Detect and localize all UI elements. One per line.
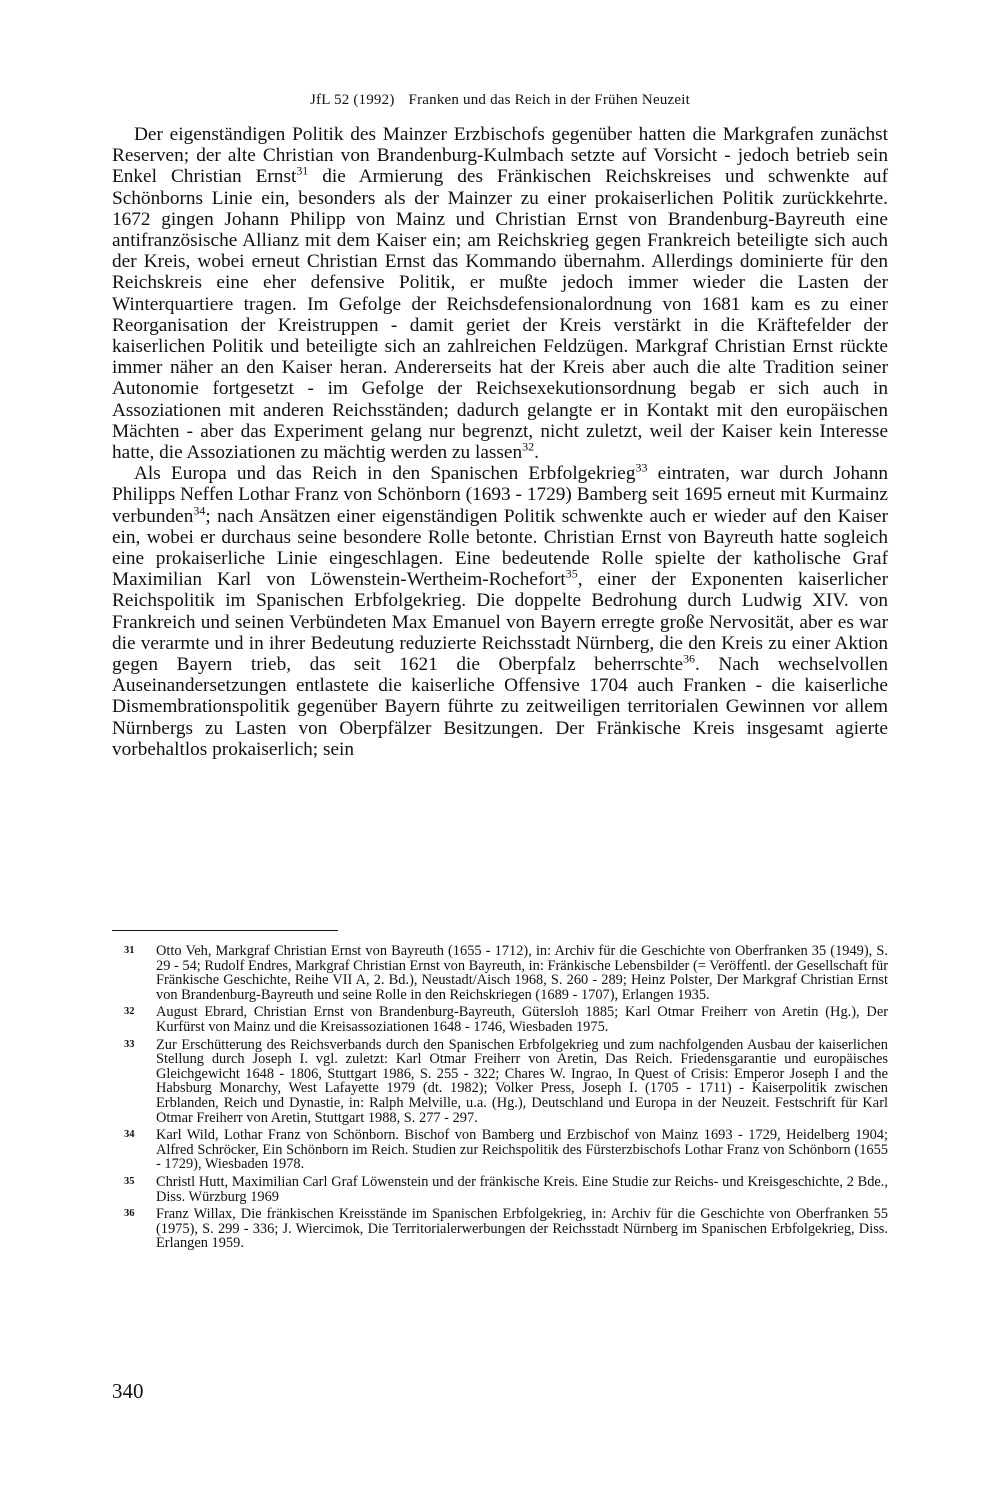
footnote-number: 35	[124, 1175, 135, 1187]
body-text	[112, 124, 888, 760]
footnote-text: Franz Willax, Die fränkischen Kreisstände im Spanischen Erbfolgekrieg, in: Archiv für die Geschichte von Oberfranken 55 (1975), S. 299 - 336; J. Wiercimok, Die Territorialerwerbungen der Reichsstadt Nürnberg im Spanischen Erbfolgekrieg, Diss. Erlangen 1959.	[156, 1206, 888, 1252]
page-number: 340	[112, 1379, 144, 1403]
footnote	[112, 1005, 888, 1034]
footnotes	[112, 944, 888, 1254]
footnote-number: 33	[124, 1038, 135, 1050]
footnote	[112, 1128, 888, 1172]
footnote-text: Christl Hutt, Maximilian Carl Graf Löwenstein und der fränkische Kreis. Eine Studie zur Reichs- und Kreisgeschichte, 2 Bde., Diss. Würzburg 1969	[156, 1173, 888, 1205]
footnote-text: Otto Veh, Markgraf Christian Ernst von Bayreuth (1655 - 1712), in: Archiv für die Geschichte von Oberfranken 35 (1949), S. 29 - 54; Rudolf Endres, Markgraf Christian Ernst von Bayreuth, in: Fränkische Lebensbilder (= Veröffentl. der Gesellschaft für Fränkische Geschichte, Reihe VII A, 2. Bd.), Neustadt/Aisch 1968, S. 260 - 289; Heinz Polster, Der Markgraf Christian Ernst von Brandenburg-Bayreuth und seine Rolle in den Reichskriegen (1689 - 1707), Erlangen 1935.	[156, 943, 888, 1003]
header-title: Franken und das Reich in der Frühen Neuzeit	[408, 92, 690, 108]
footnote-ref: 34	[193, 503, 206, 518]
running-header	[0, 92, 1000, 109]
footnote-text: Zur Erschütterung des Reichsverbands durch den Spanischen Erbfolgekrieg und zum nachfolgenden Ausbau der kaiserlichen Stellung durch Joseph I. vgl. zuletzt: Karl Otmar Freiherr von Aretin, Das Reich. Friedensgarantie und europäisches Gleichgewicht 1648 - 1806, Stuttgart 1986, S. 255 - 322; Chares W. Ingrao, In Quest of Crisis: Emperor Joseph I and the Habsburg Monarchy, West Lafayette 1979 (dt. 1982); Volker Press, Joseph I. (1705 - 1711) - Kaiserpolitik zwischen Erblanden, Reich und Dynastie, in: Ralph Melville, u.a. (Hg.), Deutschland und Europa in der Neuzeit. Festschrift für Karl Otmar Freiherr von Aretin, Stuttgart 1988, S. 277 - 297.	[156, 1036, 888, 1126]
text-run: .	[534, 442, 539, 464]
footnote-ref: 31	[296, 164, 309, 178]
footnote-number: 32	[124, 1006, 135, 1018]
paragraph	[112, 460, 888, 760]
footnote	[112, 1207, 888, 1251]
footnote-text: August Ebrard, Christian Ernst von Brandenburg-Bayreuth, Gütersloh 1885; Karl Otmar Freiherr von Aretin (Hg.), Der Kurfürst von Mainz und die Kreisassoziationen 1648 - 1746, Wiesbaden 1975.	[156, 1004, 888, 1035]
paragraph	[112, 124, 888, 463]
text-run: eintraten, war durch Johann Philipps Neffen Lothar Franz von Schönborn (1693 - 1729) Bamberg seit 1695 erneut mit Kurmainz verbunden	[112, 463, 888, 527]
footnote	[112, 944, 888, 1002]
footnote-ref: 32	[522, 439, 535, 454]
footnote-divider	[112, 930, 338, 931]
text-run: ; nach Ansätzen einer eigenständigen Politik schwenkte auch er wieder auf den Kaiser ein, wobei er durchaus seine besondere Rolle betonte. Christian Ernst von Bayreuth hatte sogleich eine prokaiserliche Linie eingeschlagen. Eine bedeutende Rolle spielte der katholische Graf Maximilian Karl von Löwenstein-Wertheim-Rochefort	[112, 505, 888, 591]
text-run: die Armierung des Fränkischen Reichskreises und schwenkte auf Schönborns Linie ein, besonders als der Mainzer zu einer prokaiserlichen Politik zurückkehrte. 1672 gingen Johann Philipp von Mainz und Christian Ernst von Brandenburg-Bayreuth eine antifranzösische Allianz mit dem Kaiser ein; am Reichskrieg gegen Frankreich beteiligte sich auch der Kreis, wobei erneut Christian Ernst das Kommando übernahm. Allerdings dominierte für den Reichskreis eine eher defensive Politik, er mußte jedoch immer wieder die Lasten der Winterquartiere tragen. Im Gefolge der Reichsdefensionalordnung von 1681 kam es zu einer Reorganisation der Kreistruppen - damit geriet der Kreis verstärkt in die Kräftefelder der kaiserlichen Politik und beteiligte sich an zahlreichen Feldzügen. Markgraf Christian Ernst rückte immer näher an den Kaiser heran. Andererseits hat der Kreis aber auch die alte Tradition seiner Autonomie fortgesetzt - im Gefolge der Reichsexekutionsordnung begab er sich auch in Assoziationen mit anderen Reichsständen; dadurch gelangte er in Kontakt mit den europäischen Mächten - aber das Experiment gelang nur begrenzt, nicht zuletzt, weil der Kaiser kein Interesse hatte, die Assoziationen zu mächtig werden zu lassen	[112, 166, 888, 464]
footnote-number: 36	[124, 1208, 135, 1220]
footnote-number: 31	[124, 945, 135, 956]
footnote-ref: 33	[635, 460, 648, 475]
footnote	[112, 1038, 888, 1126]
footnote-ref: 36	[683, 651, 696, 666]
footnote	[112, 1175, 888, 1204]
header-journal: JfL 52 (1992)	[310, 92, 395, 108]
text-run: . Nach wechselvollen Auseinandersetzungen entlastete die kaiserliche Offensive 1704 auch Franken - die kaiserliche Dismembrationspolitik gegenüber Bayern führte zu zeitweiligen territorialen Gewinnen vor allem Nürnbergs zu Lasten von Oberpfälzer Besitzungen. Der Fränkische Kreis insgesamt agierte vorbehaltlos prokaiserlich; sein	[112, 654, 888, 760]
footnote-ref: 35	[565, 566, 578, 581]
text-run: , einer der Exponenten kaiserlicher Reichspolitik im Spanischen Erbfolgekrieg. Die doppelte Bedrohung durch Ludwig XIV. von Frankreich und seinen Verbündeten Max Emanuel von Bayern erregte große Nervosität, aber es war die verarmte und in ihrer Bedeutung reduzierte Reichsstadt Nürnberg, die den Kreis zu einer Aktion gegen Bayern trieb, das seit 1621 die Oberpfalz beherrschte	[112, 569, 888, 676]
text-run: Der eigenständigen Politik des Mainzer Erzbischofs gegenüber hatten die Markgrafen zunächst Reserven; der alte Christian von Brandenburg-Kulmbach setzte auf Vorsicht - jedoch betrieb sein Enkel Christian Ernst	[112, 124, 888, 188]
footnote-text: Karl Wild, Lothar Franz von Schönborn. Bischof von Bamberg und Erzbischof von Mainz 1693 - 1729, Heidelberg 1904; Alfred Schröcker, Ein Schönborn im Reich. Studien zur Reichspolitik des Fürsterzbischofs Lothar Franz von Schönborn (1655 - 1729), Wiesbaden 1978.	[156, 1127, 888, 1173]
text-run: Als Europa und das Reich in den Spanischen Erbfolgekrieg	[134, 463, 636, 485]
footnote-number: 34	[124, 1129, 135, 1141]
